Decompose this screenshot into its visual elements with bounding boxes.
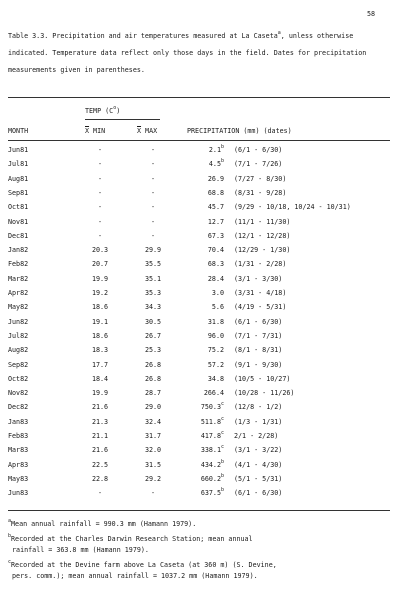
- dates-cell: (7/1 - 7/31): [234, 331, 283, 340]
- max-temp-cell: -: [150, 146, 156, 154]
- caption-footnote-marker: a: [277, 30, 281, 36]
- min-temp-cell: -: [97, 217, 103, 226]
- caption-text-continued: , unless otherwise indicated. Temperature data reflect only those days in the field. Dates for precipitation measurements given in parentheses.: [8, 32, 367, 74]
- caption-text: Table 3.3. Precipitation and air temperatures measured at La Caseta: [8, 32, 278, 40]
- month-cell: Feb83: [8, 432, 29, 440]
- precipitation-cell: 4.5$^b$: [208, 158, 224, 169]
- month-cell: Oct82: [8, 374, 29, 383]
- precipitation-footnote-marker: b: [220, 472, 224, 479]
- min-temp-cell: 19.1: [91, 317, 109, 326]
- dates-cell: (5/1 - 5/31): [234, 474, 283, 483]
- header-rule: [8, 140, 390, 141]
- max-temp-cell: -: [150, 217, 156, 226]
- min-temp-cell: 21.3: [91, 417, 109, 426]
- month-cell: Oct81: [8, 203, 29, 212]
- precipitation-cell: 34.8: [207, 374, 224, 383]
- dates-cell: (8/1 - 8/31): [234, 346, 283, 355]
- footnote-c: $^c$Recorded at the Devine farm above La Caseta (at 360 m) (S. Devine, pers. comm.); mean annual rainfall = 1037.2 mm (Hamann 1979).: [8, 559, 277, 580]
- dates-cell: (8/31 - 9/28): [234, 188, 287, 197]
- precipitation-cell: 338.1$^c$: [200, 444, 224, 455]
- dates-cell: (9/29 - 10/18, 10/24 - 10/31): [234, 203, 351, 212]
- min-temp-cell: 22.5: [91, 460, 109, 469]
- max-temp-cell: 29.9: [144, 246, 162, 255]
- month-cell: Aug81: [8, 174, 29, 183]
- precipitation-footnote-marker: b: [220, 144, 224, 150]
- dates-cell: (6/1 - 6/30): [234, 317, 283, 326]
- month-cell: Jan82: [8, 246, 29, 255]
- min-temp-cell: -: [97, 160, 103, 169]
- precipitation-cell: 75.2: [207, 346, 224, 355]
- month-cell: Mar82: [8, 274, 29, 283]
- max-temp-cell: -: [150, 188, 156, 197]
- month-cell: Dec81: [8, 231, 29, 240]
- dates-cell: (12/1 - 12/28): [234, 231, 291, 240]
- min-temp-cell: 20.7: [91, 260, 109, 269]
- min-temp-cell: -: [97, 489, 103, 498]
- dates-cell: (3/31 - 4/18): [234, 289, 287, 297]
- dates-cell: (3/1 - 3/30): [234, 274, 283, 283]
- table-caption: [8, 28, 388, 79]
- precipitation-cell: 434.2$^b$: [200, 458, 224, 469]
- min-temp-cell: 18.4: [91, 374, 109, 383]
- max-temp-cell: 28.7: [144, 389, 162, 398]
- precipitation-cell: 68.8: [207, 188, 224, 197]
- table-bottom-rule: [8, 510, 390, 511]
- month-cell: May83: [8, 474, 29, 483]
- min-temp-cell: 21.1: [91, 432, 109, 440]
- month-cell: Jun82: [8, 317, 29, 326]
- max-temp-cell: 32.0: [144, 446, 162, 455]
- max-temp-cell: 35.1: [144, 274, 162, 283]
- page-number: 58: [367, 10, 376, 18]
- min-temp-cell: 19.9: [91, 389, 109, 398]
- dates-cell: (10/28 - 11/26): [234, 389, 295, 398]
- precipitation-cell: 31.8: [207, 317, 224, 326]
- max-temp-cell: 25.3: [144, 346, 162, 355]
- min-temp-cell: 17.7: [91, 360, 109, 369]
- precipitation-footnote-marker: c: [220, 401, 224, 408]
- precipitation-cell: 57.2: [207, 360, 224, 369]
- max-temp-cell: 30.5: [144, 317, 162, 326]
- max-temp-cell: -: [150, 160, 156, 169]
- min-temp-cell: -: [97, 231, 103, 240]
- precipitation-cell: 70.4: [207, 246, 224, 255]
- precipitation-cell: 2.1$^b$: [208, 144, 224, 154]
- min-temp-cell: 21.6: [91, 403, 109, 412]
- precipitation-cell: 68.3: [207, 260, 224, 269]
- min-temp-cell: -: [97, 188, 103, 197]
- min-temp-cell: 18.3: [91, 346, 109, 355]
- precipitation-footnote-marker: b: [220, 158, 224, 165]
- month-cell: Apr83: [8, 460, 29, 469]
- min-temp-cell: 18.6: [91, 303, 109, 312]
- precipitation-footnote-marker: b: [220, 458, 224, 465]
- month-cell: Sep81: [8, 188, 29, 197]
- precipitation-cell: 750.3$^c$: [200, 401, 224, 412]
- dates-cell: (9/1 - 9/30): [234, 360, 283, 369]
- month-cell: Jun83: [8, 489, 29, 498]
- min-temp-cell: 22.8: [91, 474, 109, 483]
- month-cell: Jul81: [8, 160, 29, 169]
- dates-cell: (3/1 - 3/22): [234, 446, 283, 455]
- month-cell: Nov82: [8, 389, 29, 398]
- min-temp-cell: 21.6: [91, 446, 109, 455]
- min-temp-cell: 19.9: [91, 274, 109, 283]
- month-cell: Jul82: [8, 331, 29, 340]
- precipitation-cell: 660.2$^b$: [200, 472, 224, 483]
- min-temp-cell: -: [97, 174, 103, 183]
- min-temp-cell: 19.2: [91, 289, 109, 297]
- min-temp-cell: 18.6: [91, 331, 109, 340]
- max-temp-cell: 26.8: [144, 360, 162, 369]
- month-cell: May82: [8, 303, 29, 312]
- dates-cell: 2/1 - 2/28): [234, 432, 279, 440]
- precipitation-cell: 28.4: [207, 274, 224, 283]
- footnote-b: $^b$Recorded at the Charles Darwin Research Station; mean annual rainfall = 363.8 mm (Hamann 1979).: [8, 533, 253, 554]
- precipitation-cell: 67.3: [207, 231, 224, 240]
- precipitation-footnote-marker: c: [220, 430, 224, 436]
- precipitation-cell: 5.6: [211, 303, 224, 312]
- precipitation-cell: 12.7: [207, 217, 224, 226]
- dates-cell: (4/1 - 4/30): [234, 460, 283, 469]
- precipitation-cell: 511.8$^c$: [200, 415, 224, 426]
- precipitation-footnote-marker: c: [220, 415, 224, 422]
- min-temp-column-header: $\overline{X}$ MIN: [85, 127, 106, 135]
- dates-cell: (12/8 - 1/2): [234, 403, 283, 412]
- precipitation-cell: 45.7: [207, 203, 224, 212]
- dates-cell: (1/31 - 2/28): [234, 260, 287, 269]
- max-temp-cell: 31.5: [144, 460, 162, 469]
- month-cell: Apr82: [8, 289, 29, 297]
- precipitation-cell: 26.9: [207, 174, 224, 183]
- footnotes: [8, 519, 398, 586]
- month-cell: Nov81: [8, 217, 29, 226]
- month-cell: Aug82: [8, 346, 29, 355]
- max-temp-cell: 26.7: [144, 331, 162, 340]
- max-temp-cell: -: [150, 489, 156, 498]
- month-cell: Dec82: [8, 403, 29, 412]
- max-temp-cell: 29.0: [144, 403, 162, 412]
- precipitation-cell: 266.4: [203, 389, 224, 398]
- max-temp-cell: 29.2: [144, 474, 162, 483]
- max-temp-cell: 35.3: [144, 289, 162, 297]
- dates-cell: (6/1 - 6/30): [234, 146, 283, 154]
- table-row: [0, 489, 403, 506]
- min-temp-cell: -: [97, 203, 103, 212]
- month-cell: Jan83: [8, 417, 29, 426]
- dates-cell: (11/1 - 11/30): [234, 217, 291, 226]
- footnote-a: $^a$Mean annual rainfall = 990.3 mm (Hamann 1979).: [8, 518, 197, 528]
- max-temp-cell: -: [150, 203, 156, 212]
- max-temp-cell: 26.8: [144, 374, 162, 383]
- dates-cell: (6/1 - 6/30): [234, 489, 283, 498]
- precipitation-column-header: PRECIPITATION (mm) (dates): [187, 127, 292, 135]
- month-cell: Mar83: [8, 446, 29, 455]
- min-temp-cell: -: [97, 146, 103, 154]
- month-cell: Sep82: [8, 360, 29, 369]
- max-temp-cell: -: [150, 174, 156, 183]
- month-cell: Jun81: [8, 146, 29, 154]
- temp-header: TEMP $(C^o)$: [85, 105, 121, 115]
- precipitation-cell: 3.0: [211, 289, 224, 297]
- max-temp-cell: 32.4: [144, 417, 162, 426]
- max-temp-cell: -: [150, 231, 156, 240]
- dates-cell: (7/27 - 8/30): [234, 174, 287, 183]
- precipitation-footnote-marker: b: [220, 487, 224, 494]
- max-temp-column-header: $\overline{X}$ MAX: [137, 127, 158, 135]
- dates-cell: (10/5 - 10/27): [234, 374, 291, 383]
- dates-cell: (4/19 - 5/31): [234, 303, 287, 312]
- precipitation-cell: 96.0: [207, 331, 224, 340]
- dates-cell: (12/29 - 1/30): [234, 246, 291, 255]
- table-top-rule: [8, 97, 390, 98]
- min-temp-cell: 20.3: [91, 246, 109, 255]
- max-temp-cell: 31.7: [144, 432, 162, 440]
- temp-header-underline: [85, 119, 160, 120]
- precipitation-footnote-marker: c: [220, 444, 224, 451]
- month-column-header: MONTH: [8, 127, 29, 135]
- precipitation-cell: 637.5$^b$: [200, 487, 224, 498]
- dates-cell: (7/1 - 7/26): [234, 160, 283, 169]
- max-temp-cell: 35.5: [144, 260, 162, 269]
- max-temp-cell: 34.3: [144, 303, 162, 312]
- precipitation-cell: 417.8$^c$: [200, 430, 224, 440]
- dates-cell: (1/3 - 1/31): [234, 417, 283, 426]
- month-cell: Feb82: [8, 260, 29, 269]
